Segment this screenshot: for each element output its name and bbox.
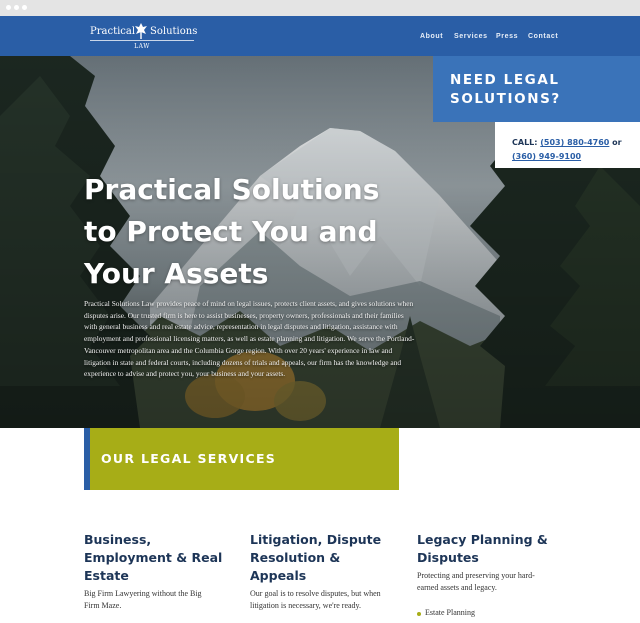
service-text-legacy: Protecting and preserving your hard- earned assets and legacy. bbox=[417, 571, 535, 592]
banner-accent-stripe bbox=[84, 428, 90, 490]
window-dot-icon bbox=[22, 5, 27, 10]
logo-mark-icon bbox=[134, 22, 148, 40]
site-header bbox=[0, 16, 640, 56]
logo-text-right: Solutions bbox=[150, 26, 198, 37]
web-page bbox=[0, 16, 640, 623]
call-line-2 bbox=[512, 152, 581, 161]
cta-heading: NEED LEGAL SOLUTIONS? bbox=[450, 72, 561, 107]
bullet-dot-icon bbox=[417, 612, 421, 616]
call-label: CALL: bbox=[512, 138, 538, 147]
service-title-business[interactable]: Business, Employment & Real Estate bbox=[84, 532, 223, 583]
logo-divider bbox=[90, 40, 194, 41]
hero-title: Practical Solutions to Protect You and Your Assets bbox=[84, 173, 380, 290]
service-title-legacy[interactable]: Legacy Planning & Disputes bbox=[417, 532, 548, 565]
or-text: or bbox=[612, 138, 622, 147]
nav-press[interactable]: Press bbox=[496, 33, 519, 40]
service-text-litigation: Our goal is to resolve disputes, but when litigation is necessary, we're ready. bbox=[250, 589, 381, 610]
nav-about[interactable]: About bbox=[420, 33, 444, 40]
nav-contact[interactable]: Contact bbox=[528, 33, 559, 40]
call-box bbox=[495, 122, 640, 168]
need-legal-solutions-banner bbox=[433, 56, 640, 122]
logo-text-left: Practical bbox=[90, 26, 136, 37]
browser-toolbar bbox=[0, 0, 640, 16]
logo-subtitle: LAW bbox=[134, 43, 150, 50]
phone-link-2[interactable]: (360) 949-9100 bbox=[512, 152, 582, 161]
window-dot-icon bbox=[6, 5, 11, 10]
service-text-business: Big Firm Lawyering without the Big Firm Maze. bbox=[84, 589, 202, 610]
services-heading: OUR LEGAL SERVICES bbox=[101, 451, 277, 466]
phone-link-1[interactable]: (503) 880-4760 bbox=[540, 138, 610, 147]
our-legal-services-banner bbox=[84, 428, 399, 490]
service-title-litigation[interactable]: Litigation, Dispute Resolution & Appeals bbox=[250, 532, 382, 583]
call-line-1 bbox=[512, 138, 622, 147]
hero-description: Practical Solutions Law provides peace of mind on legal issues, protects client assets, and gives solutions when disputes arise. Our trusted firm is here to assist businesses, property owners, professionals and their families with general business and real estate advice, representation in legal disputes and litigation, assistance with employment and professional licensing matters, as well as estate planning and litigation. We serve the Portland-Vancouver metropolitan area and the Columbia Gorge region. With over 20 years' experience in law and litigation in state and federal courts, including dozens of trials and appeals, our firm has the knowledge and experience to advise and protect you, your business and your assets. bbox=[84, 299, 415, 379]
window-dot-icon bbox=[14, 5, 19, 10]
site-logo[interactable] bbox=[90, 22, 198, 52]
nav-services[interactable]: Services bbox=[454, 33, 488, 40]
service-bullet-estate-planning[interactable]: Estate Planning bbox=[425, 608, 475, 617]
